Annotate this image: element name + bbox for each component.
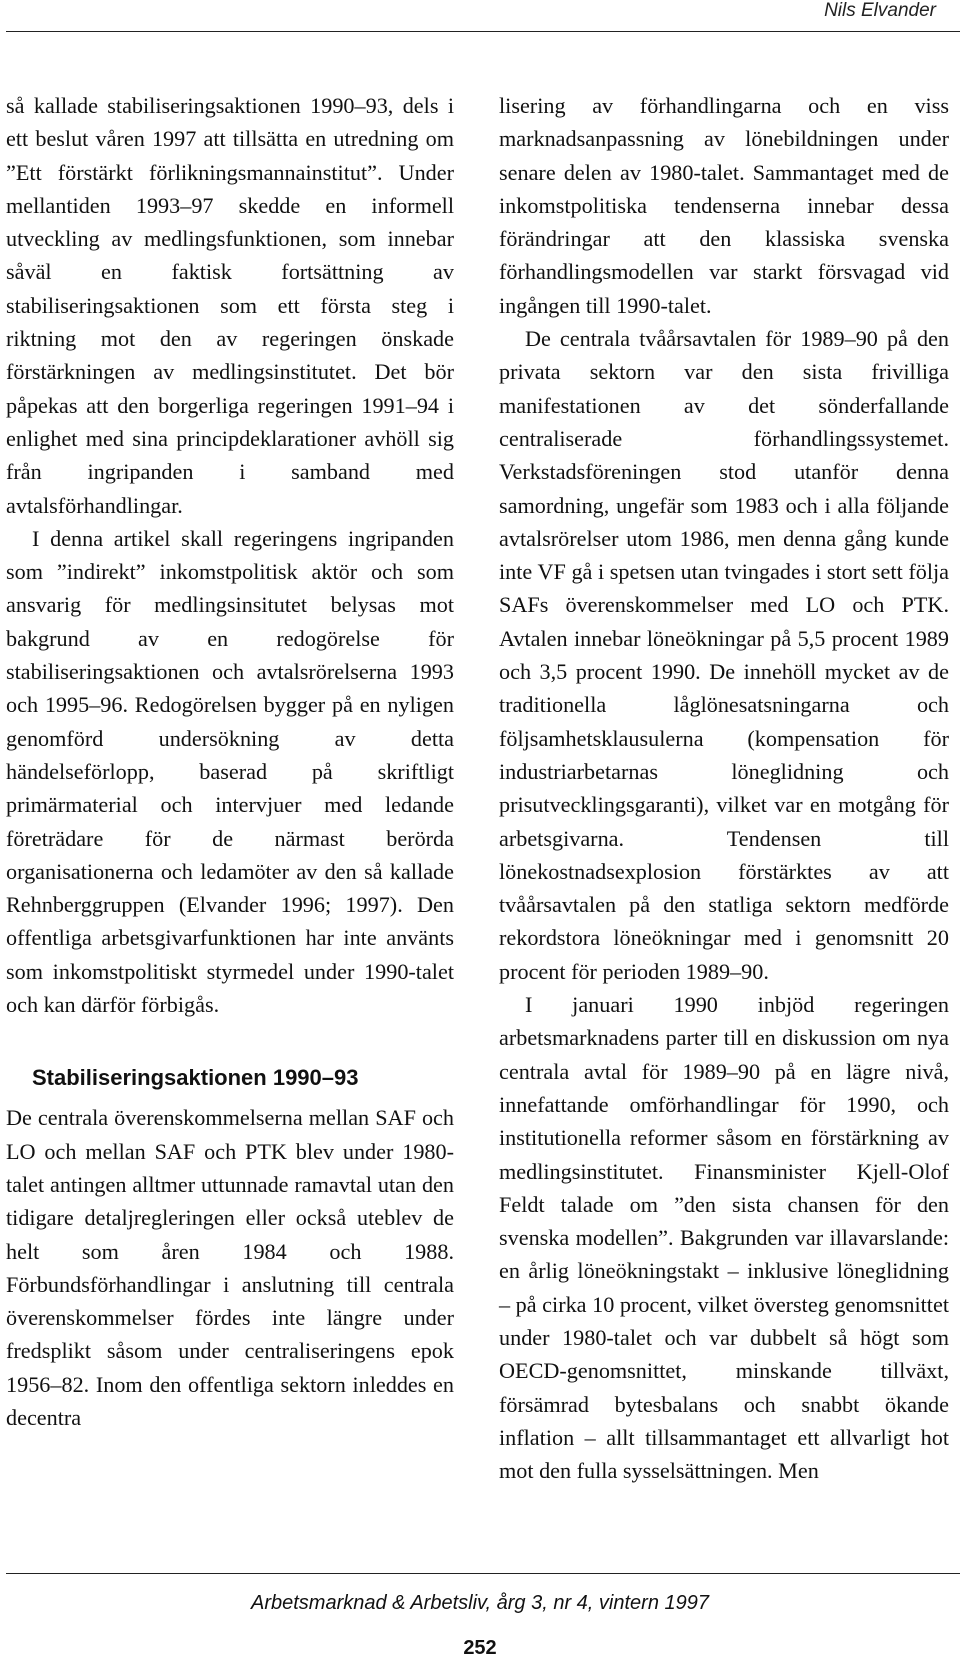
paragraph: De centrala tvåårsavtalen för 1989–90 på den privata sektorn var den sista frivilliga manifestationen av det sönderfallande centraliserade förhandlingssystemet. Verkstadsföreningen stod utanför denna samordning, ungefär som 1983 och i alla följande avtalsrörelser utom 1986, men denna gång kunde inte VF gå i spetsen utan tvingades i stort sett följa SAFs överenskommelser med LO och PTK. Avtalen innebar löneökningar på 5,5 procent 1989 och 3,5 procent 1990. De innehöll mycket av de traditionella låglönesatsningarna och följsamhetsklausulerna (kompensation för industriarbetarnas löneglidning och prisutvecklingsgaranti), vilket var en motgång för arbetsgivarna. Tendensen till lönekostnadsexplosion förstärktes av att tvåårsavtalen på den statliga sektorn medförde rekordstora löneökningar med i genomsnitt 20 procent för perioden 1989–90. [499,326,949,984]
footer-rule [6,1573,960,1574]
header-rule [6,31,960,32]
running-header-author: Nils Elvander [824,0,936,21]
left-column [6,89,454,1434]
right-column [499,89,949,1487]
paragraph: så kallade stabiliseringsaktionen 1990–93, dels i ett beslut våren 1997 att tillsätta en utredning om ”Ett förstärkt förlikningsmannainstitut”. Under mellantiden 1993–97 skedde en informell utveckling av medlingsfunktionen, som innebar såväl en faktisk fortsättning av stabiliseringsaktionen som ett första steg i riktning mot den av regeringen önskade förstärkningen av medlingsinstitutet. Det bör påpekas att den borgerliga regeringen 1991–94 i enlighet med sina principdeklarationer avhöll sig från ingripanden i samband med avtalsförhandlingar. [6,93,454,518]
paragraph: I denna artikel skall regeringens ingripanden som ”indirekt” inkomstpolitisk aktör och som ansvarig för medlingsinsitutet belysas mot bakgrund av en redogörelse för stabiliseringsaktionen och avtalsrörelserna 1993 och 1995–96. Redogörelsen bygger på en nyligen genomförd undersökning av detta händelseförlopp, baserad på skriftligt primärmaterial och intervjuer med ledande företrädare för de närmast berörda organisationerna och ledamöter av den så kallade Rehnberggruppen (Elvander 1996; 1997). Den offentliga arbetsgivarfunktionen har inte använts som inkomstpolitiskt styrmedel under 1990-talet och kan därför förbigås. [6,525,454,1018]
paragraph: De centrala överenskommelserna mellan SAF och LO och mellan SAF och PTK blev under 1980-talet antingen alltmer uttunnade ramavtal utan den tidigare detaljregleringen eller också uteblev de helt som åren 1984 och 1988. Förbundsförhandlingar i anslutning till centrala överenskommelser fördes inte längre under fredsplikt såsom under centraliseringens epok 1956–82. Inom den offentliga sektorn inleddes en decentra [6,1105,454,1430]
paragraph: I januari 1990 inbjöd regeringen arbetsmarknadens parter till en diskussion om nya centrala avtal för 1989–90 på en lägre nivå, innefattande omförhandlingar för 1990, och institutionella reformer såsom en förstärkning av medlingsinstitutet. Finansminister Kjell-Olof Feldt talade om ”den sista chansen för den svenska modellen”. Bakgrunden var illavarslande: en årlig löneökningstakt – inklusive löneglidning – på cirka 10 procent, vilket översteg genomsnittet under 1980-talet och var dubbelt så högt som OECD-genomsnittet, minskande tillväxt, försämrad bytesbalans och snabbt ökande inflation – allt tillsammantaget ett allvarligt hot mot den fulla sysselsättningen. Men [499,992,949,1484]
journal-citation: Arbetsmarknad & Arbetsliv, årg 3, nr 4, vintern 1997 [251,1592,709,1614]
page-number: 252 [463,1637,497,1659]
paragraph: lisering av förhandlingarna och en viss marknadsanpassning av lönebildningen under senare delen av 1980-talet. Sammantaget med de inkomstpolitiska tendenserna innebar dessa förändringar att den klassiska svenska förhandlingsmodellen var starkt försvagad vid ingången till 1990-talet. [499,93,949,318]
section-heading: Stabiliseringsaktionen 1990–93 [32,1065,359,1091]
